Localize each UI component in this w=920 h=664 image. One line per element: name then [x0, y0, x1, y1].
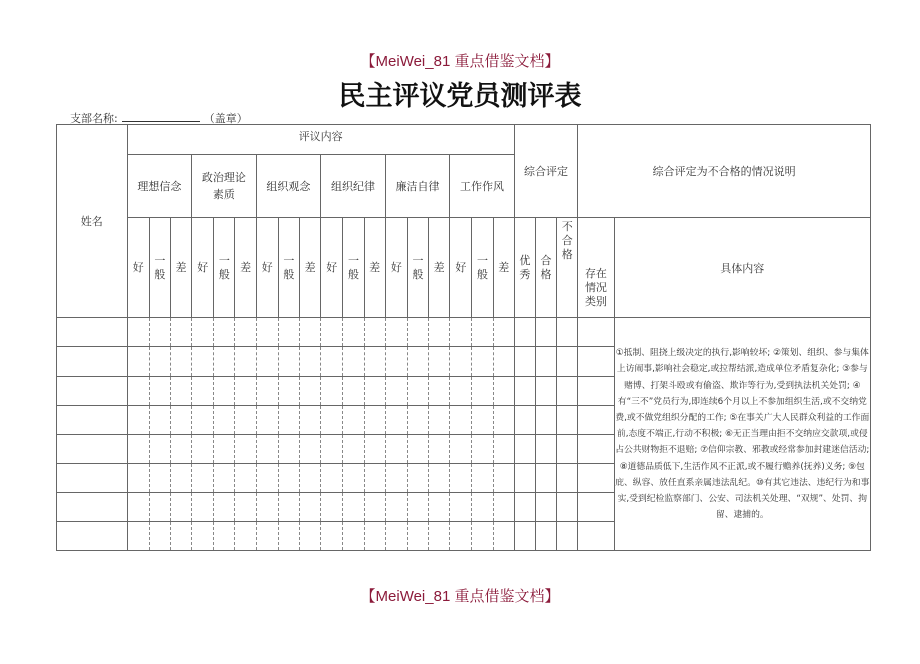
grade-good: 好 [132, 260, 144, 274]
name-header: 姓名 [57, 125, 128, 318]
grade-poor: 差 [304, 260, 316, 274]
summary-excellent: 优秀 [519, 253, 531, 281]
name-cell[interactable] [57, 318, 128, 347]
grade-average: 一般 [218, 253, 230, 281]
watermark-bottom: 【MeiWei_81 重点借鉴文档】 [360, 588, 560, 605]
content-header: 评议内容 [127, 125, 514, 155]
name-cell[interactable] [57, 376, 128, 405]
name-cell[interactable] [57, 492, 128, 521]
category-header: 组织观念 [256, 155, 321, 218]
summary-header: 综合评定 [514, 125, 578, 218]
grade-poor: 差 [369, 260, 381, 274]
grade-poor: 差 [433, 260, 445, 274]
grade-poor: 差 [175, 260, 187, 274]
grade-good: 好 [261, 260, 273, 274]
name-cell[interactable] [57, 463, 128, 492]
grade-good: 好 [326, 260, 338, 274]
category-header: 组织纪律 [321, 155, 386, 218]
category-header: 廉洁自律 [385, 155, 450, 218]
summary-qualified: 合格 [540, 253, 552, 281]
case-type-header: 存在情况类别 [584, 266, 607, 308]
grade-average: 一般 [283, 253, 295, 281]
unqualified-explain-header: 综合评定为不合格的情况说明 [578, 125, 871, 218]
grade-good: 好 [455, 260, 467, 274]
grade-good: 好 [197, 260, 209, 274]
name-cell[interactable] [57, 434, 128, 463]
evaluation-table [56, 124, 871, 551]
seal-label: （盖章） [203, 112, 248, 125]
name-cell[interactable] [57, 521, 128, 550]
category-header: 理想信念 [127, 155, 192, 218]
grade-poor: 差 [498, 260, 510, 274]
grade-poor: 差 [240, 260, 252, 274]
category-header: 工作作风 [450, 155, 515, 218]
name-cell[interactable] [57, 405, 128, 434]
grade-average: 一般 [154, 253, 166, 281]
detail-note: ①抵制、阻挠上级决定的执行,影响较坏; ②策划、组织、参与集体上访闹事,影响社会稳定,或拉帮结派,造成单位矛盾复杂化; ③参与赌博、打架斗殴或有偷盗、欺诈等行为,受到执法机关处罚; ④有“三不”党员行为,即连续6个月以上不参加组织生活,或不交纳党费,或不做党组织分配的工作; ⑤在事关广大人民群众利益的工作面前,态度不端正,行动不积极; ⑥无正当理由拒不交纳应交款项,或侵占公共财物拒不退赔; ⑦信仰宗教、邪教或经常参加封建迷信活动; ⑧道德品质低下,生活作风不正派,或不履行赡养(抚养)义务; ⑨包庇、纵容、放任直系亲属违法乱纪。⑩有其它违法、违纪行为和事实,受到纪检监察部门、公安、司法机关处理、“双规”、处罚、拘留、逮捕的。 [614, 318, 870, 551]
grade-average: 一般 [412, 253, 424, 281]
summary-unqualified: 不合格 [561, 220, 573, 262]
name-cell[interactable] [57, 347, 128, 376]
watermark-top: 【MeiWei_81 重点借鉴文档】 [360, 53, 560, 70]
grade-good: 好 [390, 260, 402, 274]
page-title: 民主评议党员测评表 [338, 81, 582, 112]
branch-label: 支部名称: [70, 112, 118, 125]
branch-name-blank[interactable] [122, 110, 200, 122]
detail-header: 具体内容 [614, 218, 870, 318]
grade-average: 一般 [477, 253, 489, 281]
grade-average: 一般 [347, 253, 359, 281]
category-header: 政治理论素质 [192, 155, 257, 218]
